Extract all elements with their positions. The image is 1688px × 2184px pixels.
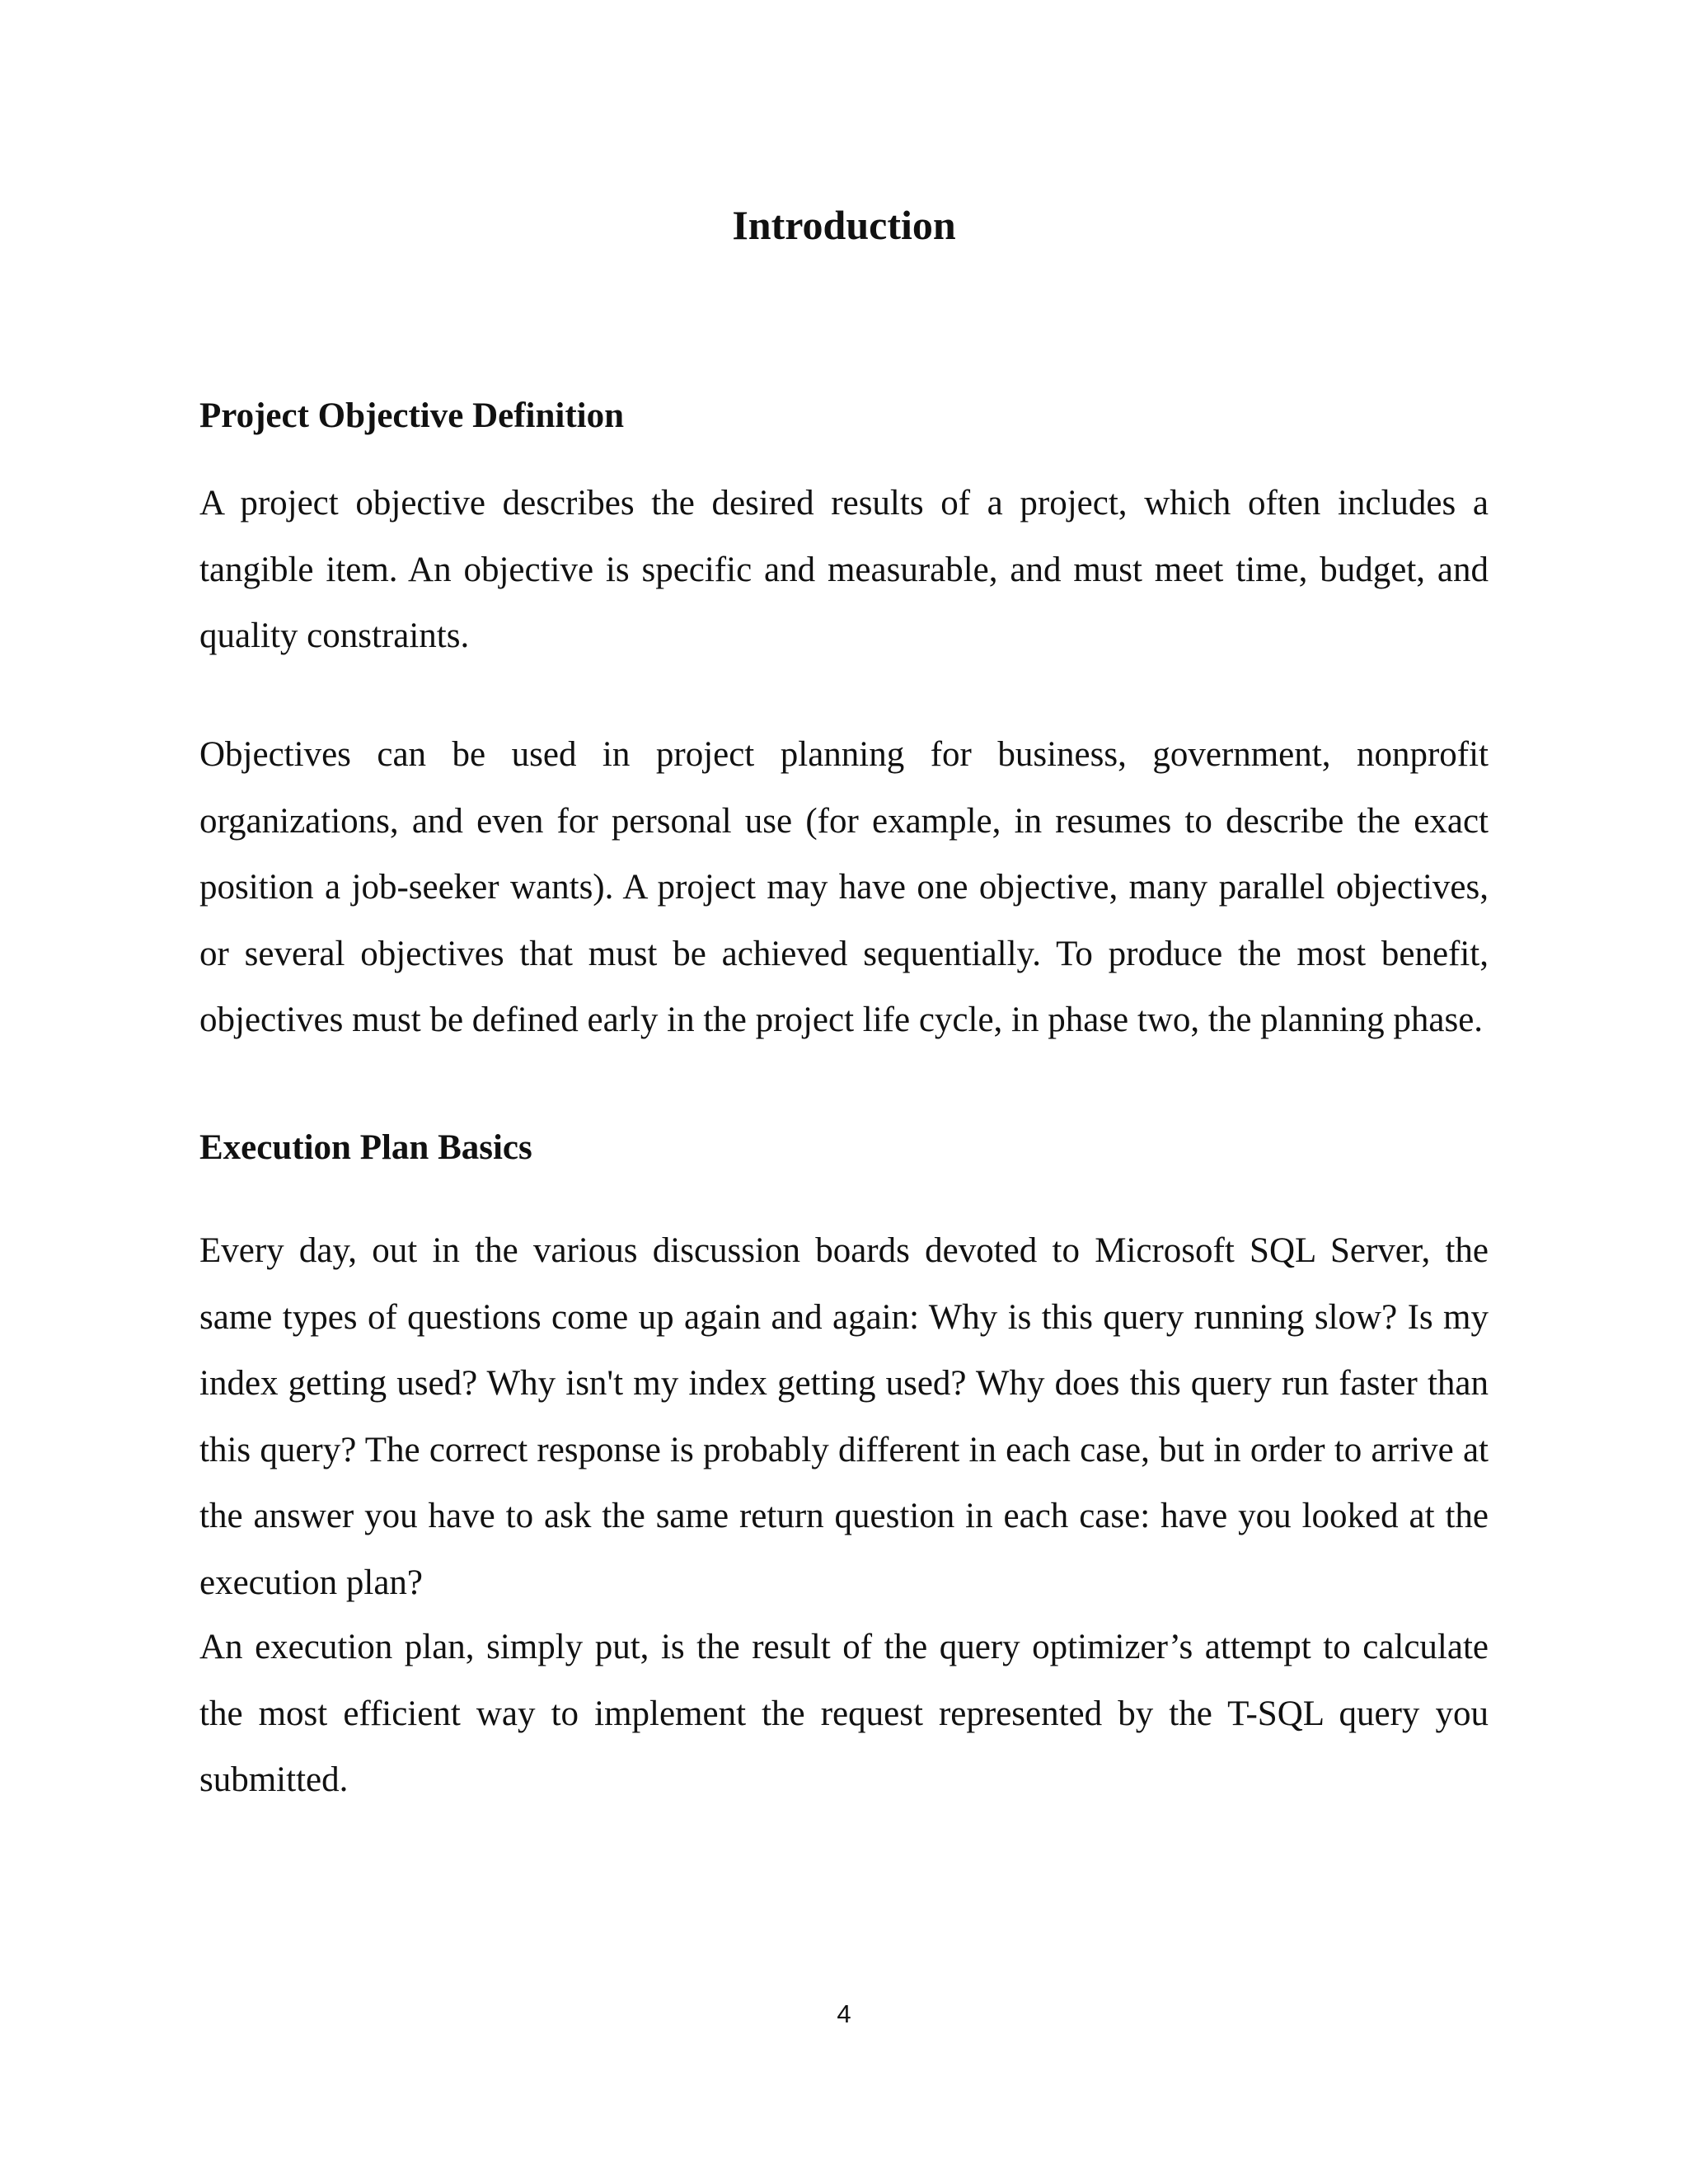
section-heading-project-objective-definition: Project Objective Definition — [199, 396, 625, 435]
paragraph-execution-plan-1: Every day, out in the various discussion boards devoted to Microsoft SQL Server, the same types of questions come up again and again: Why is this query running slow? Is my index getting used? Why isn't my index getting used? Why does this query run faster than this query? The correct response is probably different in each case, but in order to arrive at the answer you have to ask the same return question in each case: have you looked at the execution plan? — [199, 1231, 1489, 1602]
paragraph-project-objective-2: Objectives can be used in project planning for business, government, nonprofit organizations, and even for personal use (for example, in resumes to describe the exact position a job-seeker wants). A project may have one objective, many parallel objectives, or several objectives that must be achieved sequentially. To produce the most benefit, objectives must be defined early in the project life cycle, in phase two, the planning phase. — [199, 735, 1489, 1039]
paragraph-project-objective-1: A project objective describes the desired results of a project, which often includes a tangible item. An objective is specific and measurable, and must meet time, budget, and quality constraints. — [199, 484, 1489, 655]
paragraph-execution-plan-2: An execution plan, simply put, is the result of the query optimizer’s attempt to calculate the most efficient way to implement the request represented by the T-SQL query you submitted. — [199, 1628, 1489, 1799]
page-title: Introduction — [732, 202, 956, 248]
page-number: 4 — [837, 1999, 851, 2028]
section-heading-execution-plan-basics: Execution Plan Basics — [199, 1128, 532, 1167]
